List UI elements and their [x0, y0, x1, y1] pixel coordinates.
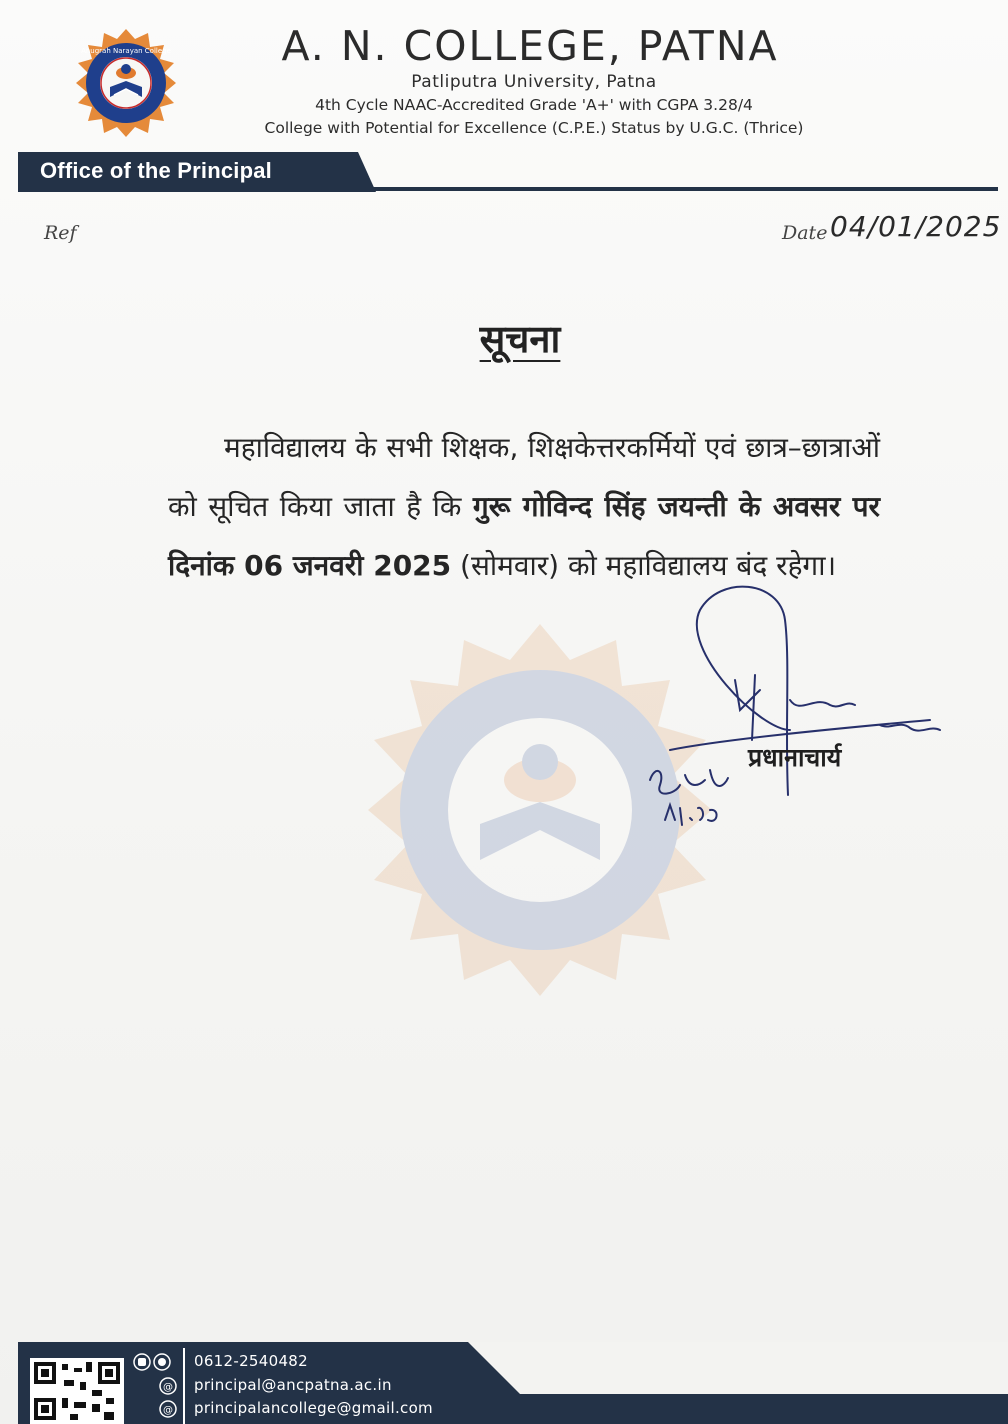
- date-value: 04/01/2025: [830, 210, 1002, 243]
- notice-body-part2: (सोमवार) को महाविद्यालय बंद रहेगा।: [451, 549, 837, 582]
- footer-cutout: [468, 1342, 1008, 1394]
- email-icon: [158, 1376, 178, 1396]
- qr-code-icon: [30, 1358, 124, 1424]
- office-label: Office of the Principal: [40, 158, 272, 183]
- email-secondary: principalancollege@gmail.com: [194, 1399, 433, 1417]
- phone-icon: [132, 1352, 186, 1372]
- phone-number: 0612-2540482: [194, 1352, 308, 1370]
- college-name: A. N. COLLEGE, PATNA: [281, 22, 779, 70]
- naac-line: 4th Cycle NAAC-Accredited Grade 'A+' with CGPA 3.28/4: [315, 96, 753, 114]
- notice-body-bold: गुरू गोविन्द सिंह जयन्ती के अवसर पर दिनांक 06 जनवरी 2025: [168, 490, 880, 582]
- notice-title: सूचना: [479, 317, 561, 361]
- date-label: Date: [782, 222, 828, 244]
- header-rule: [372, 187, 998, 191]
- cpe-line: College with Potential for Excellence (C.P.E.) Status by U.G.C. (Thrice): [264, 119, 804, 137]
- email-primary: principal@ancpatna.ac.in: [194, 1376, 392, 1394]
- logo-text: Anugrah Narayan College: [81, 47, 171, 55]
- svg-text:@: @: [163, 1382, 173, 1393]
- svg-text:@: @: [163, 1405, 173, 1416]
- footer-divider: [183, 1348, 185, 1424]
- handwritten-signature: [640, 580, 960, 850]
- university-line: Patliputra University, Patna: [411, 72, 657, 92]
- principal-title: प्रधानाचार्य: [748, 743, 842, 772]
- ref-label: Ref: [44, 222, 77, 244]
- notice-body-part1: महाविद्यालय के सभी शिक्षक, शिक्षकेत्तरकर्मियों एवं छात्र–छात्राओं को सूचित किया जाता है कि: [168, 431, 880, 523]
- notice-body: [168, 418, 880, 595]
- email-icon: [158, 1399, 178, 1419]
